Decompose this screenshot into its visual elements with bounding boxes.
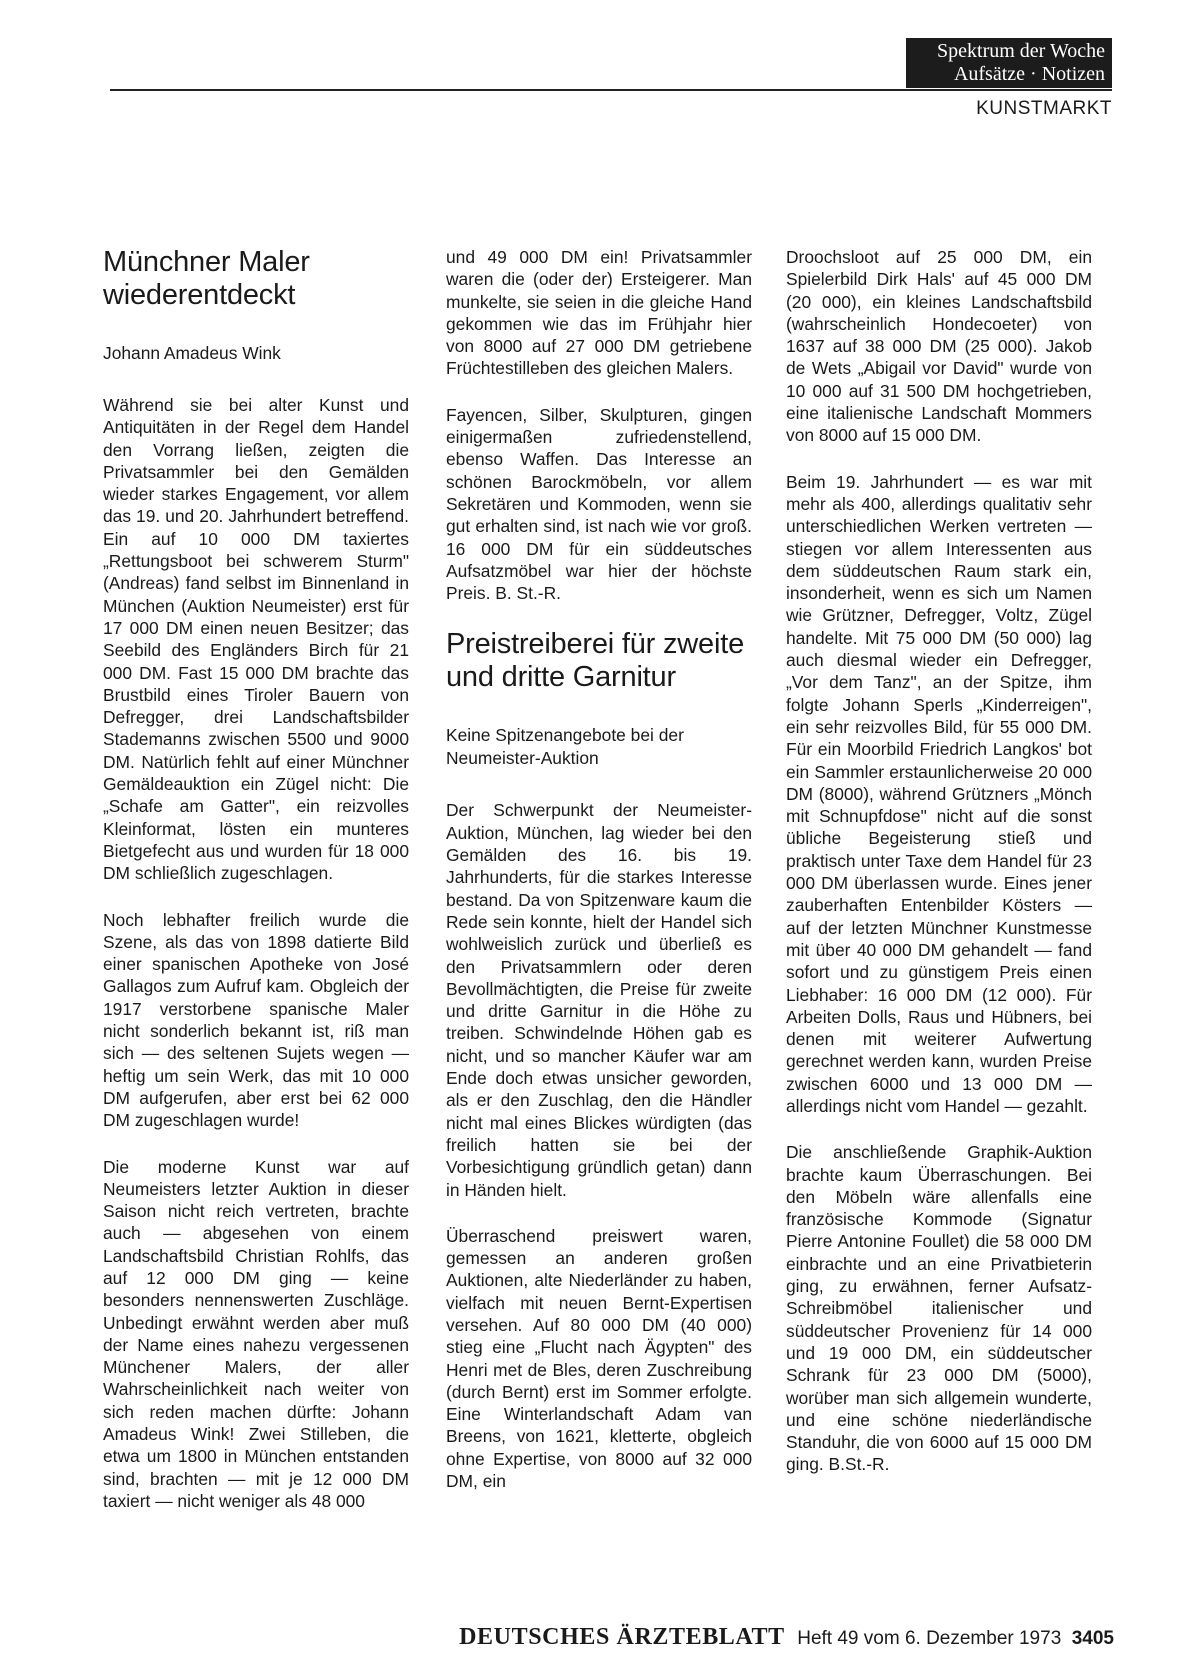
article1-paragraph: Die moderne Kunst war auf Neumeisters letzter Auktion in dieser Saison nicht reich vertreten, brachte auch — abgesehen von einem Landschaftsbild Christian Rohlfs, das auf 12 000 DM ging — keine besonders nennenswerten Zuschläge. Unbedingt erwähnt werden aber muß der Name eines nahezu vergessenen Münchener Malers, der aller Wahrscheinlichkeit nach weiter von sich reden machen dürfte: Johann Amadeus Wink! Zwei Stilleben, die etwa um 1800 in München entstanden sind, brachten — mit je 12 000 DM taxiert — nicht weniger als 48 000: [103, 1156, 409, 1511]
column-3: [786, 246, 1092, 1500]
column-2: [446, 246, 752, 1516]
article1-byline: Johann Amadeus Wink: [103, 343, 281, 363]
article1-headline: Münchner Maler wiederentdeckt: [103, 246, 310, 311]
column-1: [103, 246, 409, 1536]
section-label-line2: Aufsätze · Notizen: [953, 63, 1105, 85]
article1-paragraph: Noch lebhafter freilich wurde die Szene, als das von 1898 datierte Bild einer spanischen Apotheke von José Gallagos zum Aufruf kam. Obgleich der 1917 verstorbene spanische Maler nicht sonderlich bekannt ist, riß man sich — des seltenen Sujets wegen — heftig um sein Werk, das mit 10 000 DM aufgerufen, aber erst bei 62 000 DM zugeschlagen wurde!: [103, 909, 409, 1131]
page-footer: [459, 1624, 1114, 1651]
article2-paragraph: Die anschließende Graphik-Auktion brachte kaum Überraschungen. Bei den Möbeln wäre allenfalls eine französische Kommode (Signatur Pierre Antonine Foullet) die 58 000 DM einbrachte und an eine Privatbieterin ging, zu erwähnen, ferner Aufsatz-Schreibmöbel italienischer und süddeutscher Provenienz für 14 000 und 19 000 DM, ein süddeutscher Schrank für 23 000 DM (5000), worüber man sich allgemein wunderte, und eine schöne niederländische Standuhr, die von 6000 auf 15 000 DM ging. B.St.-R.: [786, 1142, 1092, 1475]
category-label: KUNSTMARKT: [976, 98, 1112, 119]
article2-paragraph: Beim 19. Jahrhundert — es war mit mehr als 400, allerdings qualitativ sehr unterschiedlichen Werken vertreten — stiegen vor allem Interessenten aus dem süddeutschen Raum stark ein, insonderheit, wenn es sich um Namen wie Grützner, Defregger, Voltz, Zügel handelte. Mit 75 000 DM (50 000) lag auch diesmal wieder ein Defregger, „Vor dem Tanz", an der Spitze, ihm folgte Johann Sperls „Kinderreigen", ein sehr reizvolles Bild, für 55 000 DM. Für ein Moorbild Friedrich Langkos' bot ein Sammler erstaunlicherweise 20 000 DM (8000), während Grützners „Mönch mit Schnupfdose" nicht auf die sonst übliche Begeisterung stieß und praktisch unter Taxe dem Handel für 23 000 DM überlassen wurde. Eines jener zauberhaften Entenbilder Kösters — auf der letzten Münchner Kunstmesse mit über 40 000 DM gehandelt — fand sofort und zu günstigem Preis einen Liebhaber: 16 000 DM (12 000). Für Arbeiten Dolls, Raus und Hübners, bei denen mit weiterer Aufwertung gerechnet werden kann, wurden Preise zwischen 6000 und 13 000 DM — allerdings nicht vom Handel — gezahlt.: [786, 471, 1092, 1116]
article2-subhead: Keine Spitzenangebote bei der Neumeister-Auktion: [446, 725, 684, 768]
article1-continuation-paragraph: und 49 000 DM ein! Privatsammler waren die (oder der) Ersteigerer. Man munkelte, sie seien in die gleiche Hand gekommen wie das im Frühjahr hier von 8000 auf 27 000 DM getriebene Früchtestilleben des gleichen Malers.: [446, 247, 752, 379]
header-rule: [110, 89, 1112, 91]
issue-info: Heft 49 vom 6. Dezember 1973: [797, 1628, 1062, 1649]
article2-paragraph: Überraschend preiswert waren, gemessen an anderen großen Auktionen, alte Niederländer zu haben, vielfach mit neuen Bernt-Expertisen versehen. Auf 80 000 DM (40 000) stieg eine „Flucht nach Ägypten" des Henri met de Bles, deren Zuschreibung (durch Bernt) erst im Sommer erfolgte. Eine Winterlandschaft Adam van Breens, von 1621, kletterte, obgleich ohne Expertise, von 8000 auf 32 000 DM, ein: [446, 1225, 752, 1492]
article2-paragraph: Droochsloot auf 25 000 DM, ein Spielerbild Dirk Hals' auf 45 000 DM (20 000), ein kleines Landschaftsbild (wahrscheinlich Hondecoeter) von 1637 auf 38 000 DM (25 000). Jakob de Wets „Abigail vor David" wurde von 10 000 auf 31 500 DM hochgetrieben, eine italienische Landschaft Mommers von 8000 auf 15 000 DM.: [786, 247, 1092, 446]
section-label-box: [906, 38, 1112, 88]
article1-paragraph: Während sie bei alter Kunst und Antiquitäten in der Regel dem Handel den Vorrang ließen, zeigten die Privatsammler bei den Gemälden wieder starkes Engagement, vor allem das 19. und 20. Jahrhundert betreffend. Ein auf 10 000 DM taxiertes „Rettungsboot bei schwerem Sturm" (Andreas) fand selbst im Binnenland in München (Auktion Neumeister) erst für 17 000 DM einen neuen Besitzer; das Seebild des Engländers Birch für 21 000 DM. Fast 15 000 DM brachte das Brustbild eines Tiroler Bauern von Defregger, drei Landschaftsbilder Stademanns zwischen 5500 und 9000 DM. Natürlich fehlt auf einer Münchner Gemäldeauktion ein Zügel nicht: Die „Schafe am Gatter", ein reizvolles Kleinformat, lösten ein munteres Bietgefecht aus und wurden für 18 000 DM schließlich zugeschlagen.: [103, 395, 409, 884]
article2-headline: Preistreiberei für zweite und dritte Garnitur: [446, 628, 744, 694]
journal-name: DEUTSCHES ÄRZTEBLATT: [459, 1624, 785, 1650]
article2-paragraph: Der Schwerpunkt der Neumeister-Auktion, München, lag wieder bei den Gemälden des 16. bis 19. Jahrhunderts, für die starkes Interesse bestand. Da von Spitzenware kaum die Rede sein konnte, hielt der Handel sich wohlweislich zurück und überließ es den Privatsammlern oder deren Bevollmächtigten, die Preise für zweite und dritte Garnitur in die Höhe zu treiben. Schwindelnde Höhen gab es nicht, und so mancher Käufer war am Ende doch etwas unsicher geworden, als er den Zuschlag, den die Händler nicht mal eines Blickes würdigten (das freilich hatten sie bei der Vorbesichtigung gründlich getan) dann in Händen hielt.: [446, 800, 752, 1200]
page-number: 3405: [1071, 1628, 1114, 1649]
section-label-line1: Spektrum der Woche: [937, 40, 1105, 62]
article1-continuation-paragraph: Fayencen, Silber, Skulpturen, gingen einigermaßen zufriedenstellend, ebenso Waffen. Das Interesse an schönen Barockmöbeln, vor allem Sekretären und Kommoden, wenn sie gut erhalten sind, ist nach wie vor groß. 16 000 DM für ein süddeutsches Aufsatzmöbel war hier der höchste Preis. B. St.-R.: [446, 404, 752, 604]
